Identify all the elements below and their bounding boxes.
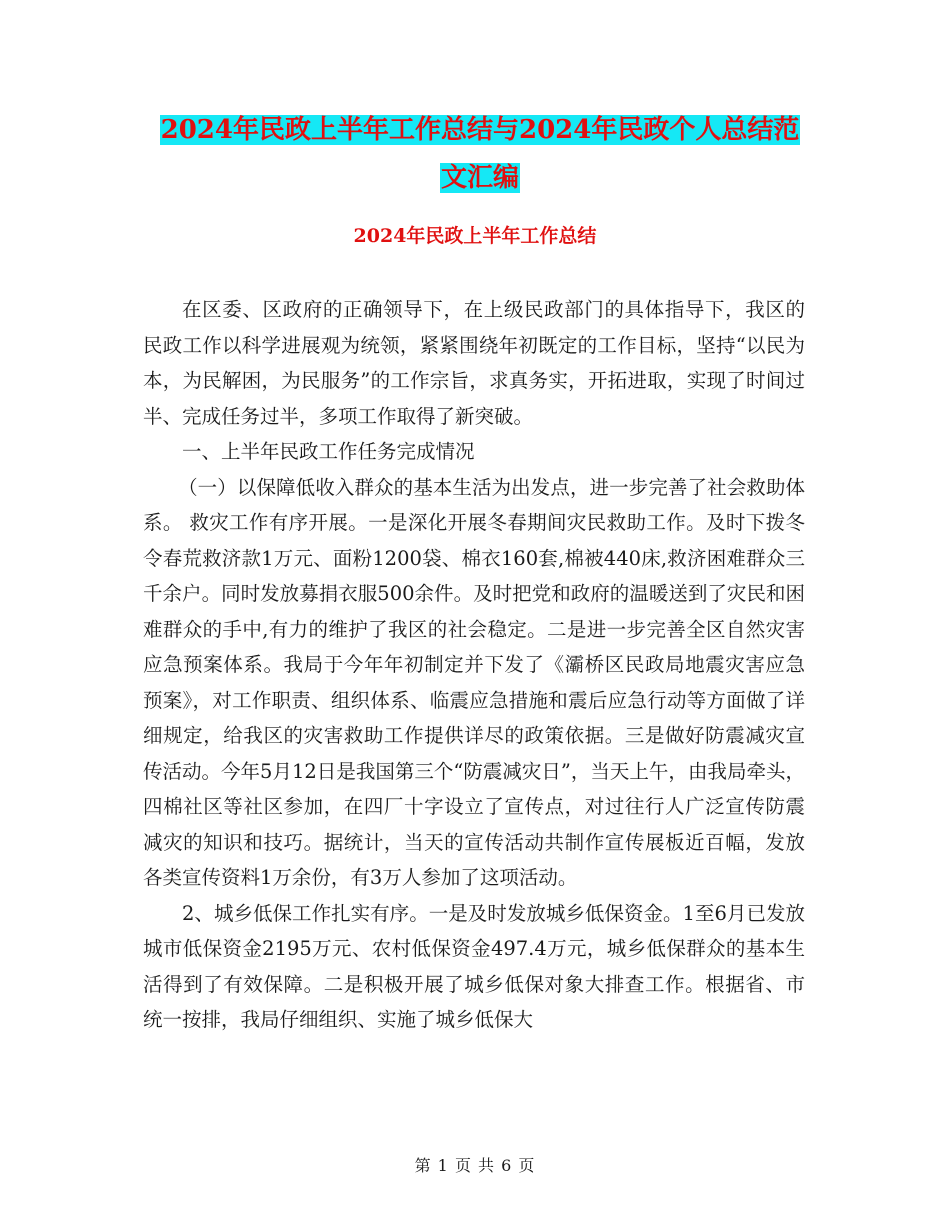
- body-text: [143, 292, 805, 1038]
- section-title: 2024年民政上半年工作总结: [353, 225, 597, 247]
- paragraph-subsistence: 2、城乡低保工作扎实有序。一是及时发放城乡低保资金。1至6月已发放城市低保资金2195万元、农村低保资金497.4万元，城乡低保群众的基本生活得到了有效保障。二是积极开展了城乡低保对象大排查工作。根据省、市统一按排，我局仔细组织、实施了城乡低保大: [143, 901, 805, 1031]
- paragraph-heading-1: 一、上半年民政工作任务完成情况: [182, 440, 475, 463]
- page-footer: 第 1 页 共 6 页: [414, 1156, 536, 1175]
- paragraph-relief: （一）以保障低收入群众的基本生活为出发点，进一步完善了社会救助体系。 救灾工作有序开展。一是深化开展冬春期间灾民救助工作。及时下拨冬令春荒救济款1万元、面粉1200袋、棉衣160套,棉被440床,救济困难群众三千余户。同时发放募捐衣服500余件。及时把党和政府的温暖送到了灾民和困难群众的手中,有力的维护了我区的社会稳定。二是进一步完善全区自然灾害应急预案体系。我局于今年年初制定并下发了《灞桥区民政局地震灾害应急预案》，对工作职责、组织体系、临震应急措施和震后应急行动等方面做了详细规定，给我区的灾害救助工作提供详尽的政策依据。三是做好防震减灾宣传活动。今年5月12日是我国第三个“防震减灾日”，当天上午，由我局牵头，四棉社区等社区参加，在四厂十字设立了宣传点，对过往行人广泛宣传防震减灾的知识和技巧。据统计，当天的宣传活动共制作宣传展板近百幅，发放各类宣传资料1万余份，有3万人参加了这项活动。: [143, 475, 805, 889]
- title-line-2: 文汇编: [440, 163, 519, 193]
- title-line-1: 2024年民政上半年工作总结与2024年民政个人总结范: [160, 115, 800, 145]
- paragraph-intro: 在区委、区政府的正确领导下，在上级民政部门的具体指导下，我区的民政工作以科学进展观为统领，紧紧围绕年初既定的工作目标，坚持“以民为本，为民解困，为民服务”的工作宗旨，求真务实，开拓进取，实现了时间过半、完成任务过半，多项工作取得了新突破。: [143, 298, 805, 428]
- document-title: [130, 106, 830, 202]
